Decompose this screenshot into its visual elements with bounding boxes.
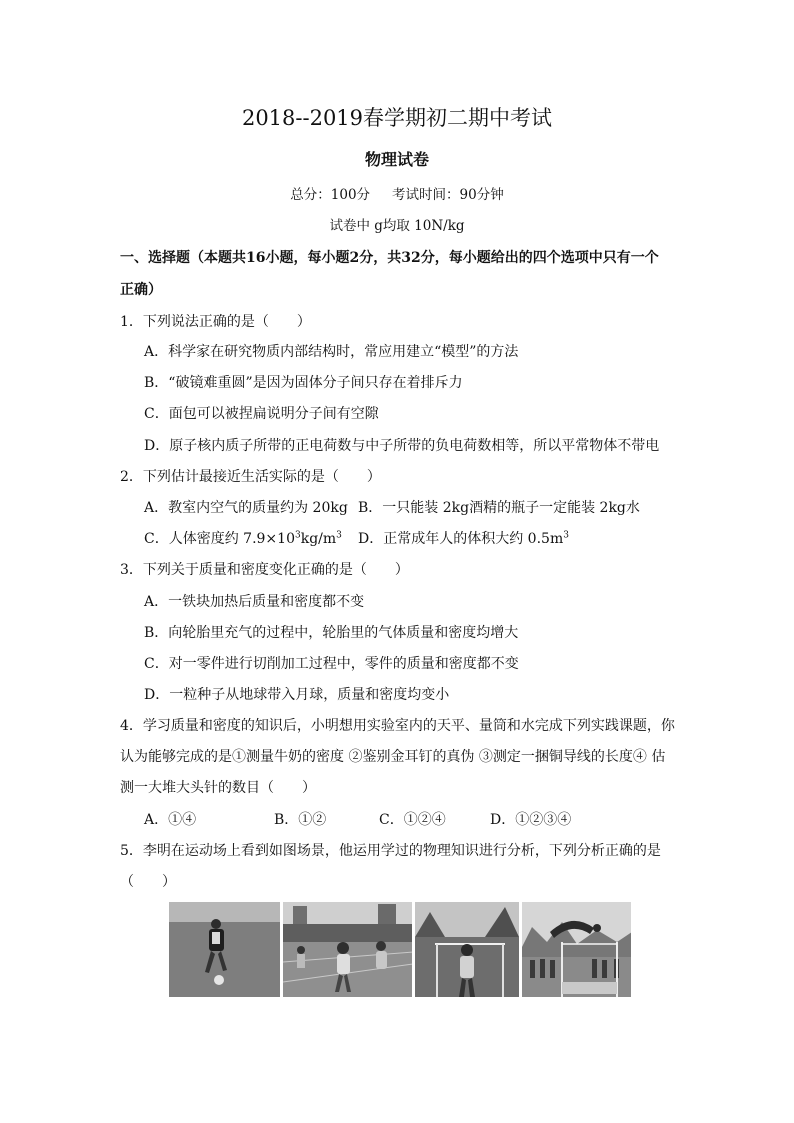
q3-option-c: C．对一零件进行切削加工过程中，零件的质量和密度都不变 [144, 656, 519, 672]
q3-option-d: D．一粒种子从地球带入月球，质量和密度均变小 [144, 687, 450, 703]
gravity-note: 试卷中 g均取 10N/kg [329, 218, 465, 234]
q3-option-b: B．向轮胎里充气的过程中，轮胎里的气体质量和密度均增大 [144, 625, 519, 641]
q4-stem-line1: 4．学习质量和密度的知识后，小明想用实验室内的天平、量筒和水完成下列实践课题，你 [120, 718, 675, 734]
q2-stem: 2．下列估计最接近生活实际的是（ ） [120, 469, 381, 485]
section-heading: 一、选择题（本题共16小题，每小题2分，共32分，每小题给出的四个选项中只有一个 [120, 250, 659, 266]
total-score: 总分：100分 [290, 187, 371, 203]
q2-option-a: A．教室内空气的质量约为 20kg [144, 500, 348, 516]
q4-stem-line2: 认为能够完成的是①测量牛奶的密度 ②鉴别金耳钉的真伪 ③测定一捆铜导线的长度④ 估 [120, 749, 666, 765]
q5-stem-line2: （ ） [120, 874, 176, 890]
exam-subject: 物理试卷 [364, 150, 429, 169]
exam-info [0, 186, 794, 204]
q2-option-b: B．一只能装 2kg酒精的瓶子一定能装 2kg水 [358, 500, 640, 516]
q4-option-d: D．①②③④ [490, 812, 572, 828]
q2-option-c: C．人体密度约 $7.9\times 10^3kg/m^3$ [144, 530, 342, 547]
section-heading-cont: 正确） [120, 282, 162, 298]
q4-stem-line3: 测一大堆大头针的数目（ ） [120, 780, 316, 796]
high-jump-photo [522, 902, 631, 997]
q4-option-c: C．①②④ [379, 812, 446, 828]
q3-option-a: A．一铁块加热后质量和密度都不变 [144, 594, 365, 610]
q5-stem-line1: 5．李明在运动场上看到如图场景，他运用学过的物理知识进行分析，下列分析正确的是 [120, 843, 661, 859]
q1-stem: 1．下列说法正确的是（ ） [120, 314, 311, 330]
q4-option-a: A．①④ [144, 812, 197, 828]
running-photo [283, 902, 412, 997]
q1-option-a: A．科学家在研究物质内部结构时，常应用建立“模型”的方法 [144, 344, 519, 360]
q1-option-b: B．“破镜难重圆”是因为固体分子间只存在着排斥力 [144, 375, 463, 391]
q2-option-d: D．正常成年人的体积大约 $0.5m^3$ [358, 530, 569, 547]
q3-stem: 3．下列关于质量和密度变化正确的是（ ） [120, 562, 409, 578]
q1-option-d: D．原子核内质子所带的正电荷数与中子所带的负电荷数相等，所以平常物体不带电 [144, 438, 660, 454]
exam-time: 考试时间：90分钟 [392, 187, 504, 203]
q4-option-b: B．①② [274, 812, 327, 828]
soccer-photo [169, 902, 280, 997]
q5-figure [169, 902, 631, 997]
q1-option-c: C．面包可以被捏扁说明分子间有空隙 [144, 406, 379, 422]
bar-photo [415, 902, 518, 997]
exam-title: 2018--2019春学期初二期中考试 [241, 106, 553, 130]
